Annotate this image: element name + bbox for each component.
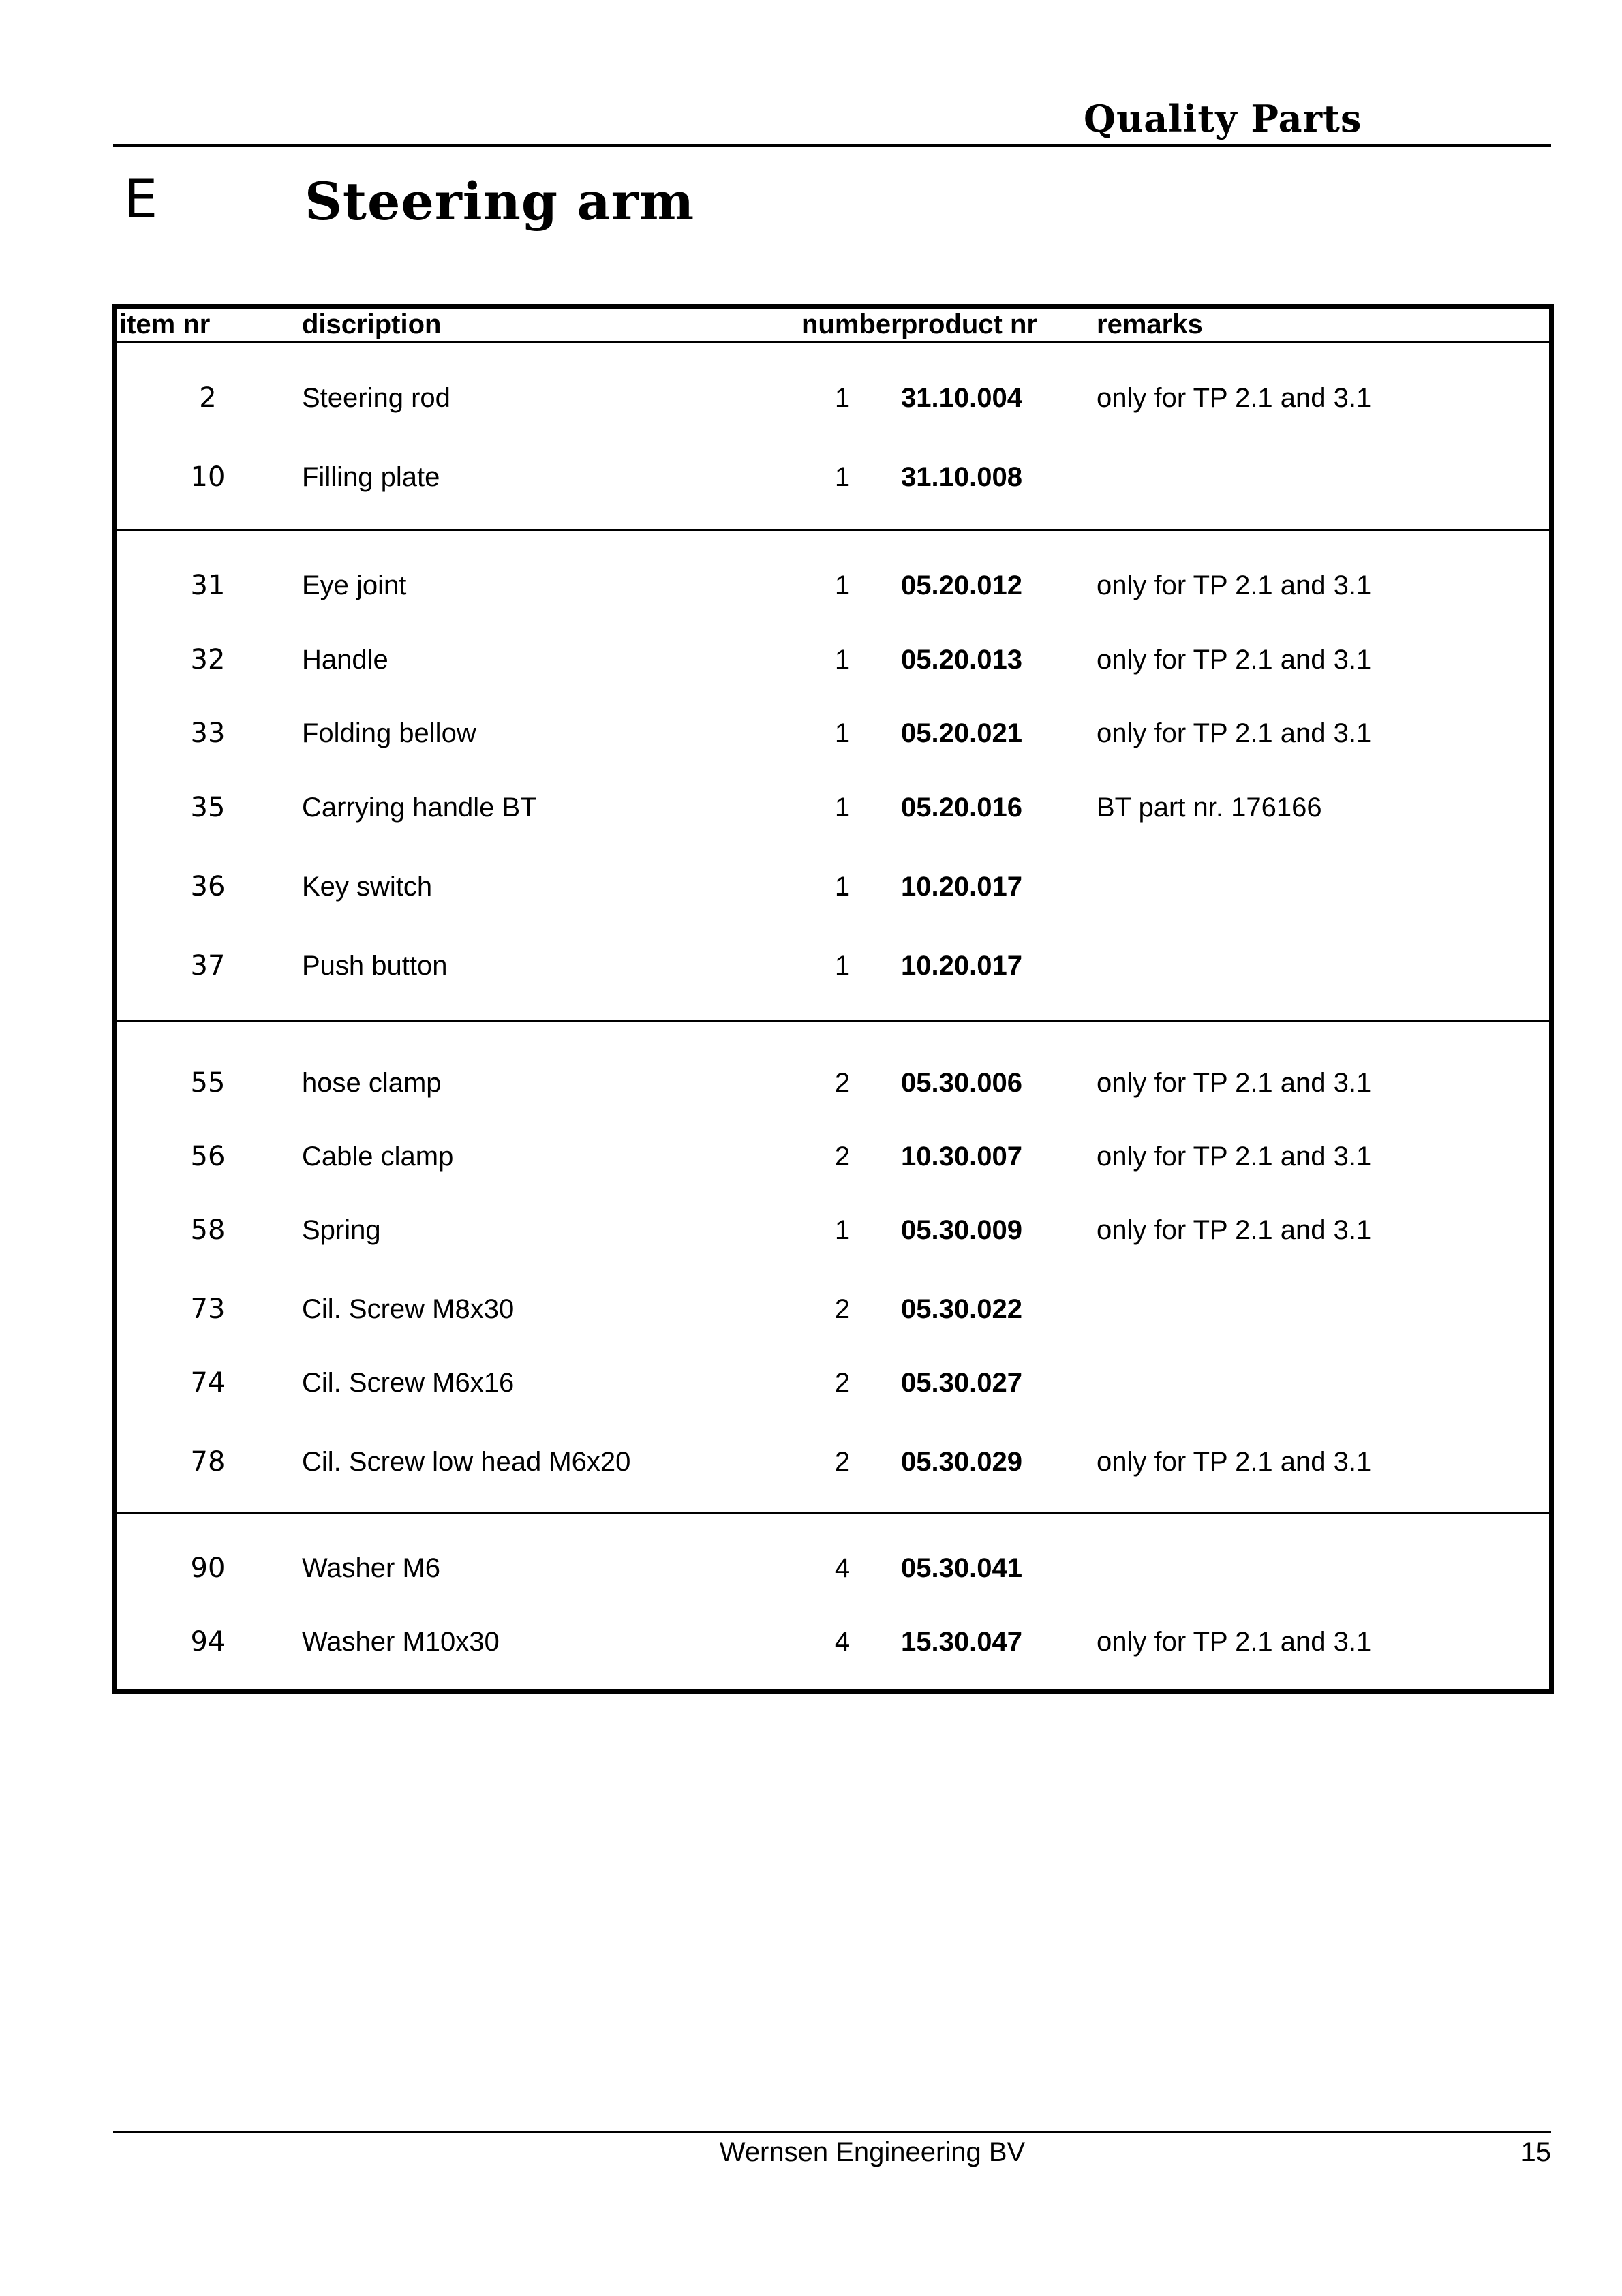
cell-item-nr: 37 — [190, 950, 226, 981]
group-divider — [117, 1512, 1549, 1514]
cell-product-nr: 05.20.016 — [901, 793, 1022, 823]
column-header-number: number — [801, 309, 902, 339]
cell-remarks: only for TP 2.1 and 3.1 — [1097, 645, 1372, 675]
cell-description: Spring — [302, 1215, 381, 1245]
cell-number: 1 — [834, 570, 851, 600]
cell-product-nr: 05.20.012 — [901, 570, 1022, 600]
cell-description: Washer M6 — [302, 1553, 441, 1583]
cell-number: 1 — [834, 383, 851, 413]
cell-product-nr: 05.20.021 — [901, 718, 1022, 748]
table-row — [117, 457, 1549, 498]
cell-number: 1 — [834, 951, 851, 981]
table-row — [117, 1362, 1549, 1403]
cell-number: 1 — [834, 462, 851, 492]
cell-description: Washer M10x30 — [302, 1627, 500, 1657]
cell-remarks: only for TP 2.1 and 3.1 — [1097, 1447, 1372, 1477]
cell-number: 1 — [834, 1215, 851, 1245]
cell-product-nr: 05.30.009 — [901, 1215, 1022, 1245]
cell-product-nr: 10.20.017 — [901, 872, 1022, 902]
cell-description: Eye joint — [302, 570, 407, 600]
cell-remarks: only for TP 2.1 and 3.1 — [1097, 1215, 1372, 1245]
brand-title: Quality Parts — [1084, 97, 1362, 140]
cell-number: 2 — [834, 1368, 851, 1398]
table-row — [117, 945, 1549, 986]
table-row — [117, 565, 1549, 606]
cell-number: 2 — [834, 1068, 851, 1098]
cell-item-nr: 73 — [190, 1294, 226, 1325]
cell-item-nr: 33 — [190, 718, 226, 749]
cell-item-nr: 78 — [190, 1446, 226, 1478]
cell-number: 2 — [834, 1142, 851, 1172]
cell-description: Filling plate — [302, 462, 440, 492]
cell-item-nr: 32 — [190, 644, 226, 675]
column-header-description: discription — [302, 309, 442, 339]
page-number: 15 — [1520, 2137, 1551, 2167]
cell-item-nr: 10 — [190, 461, 226, 493]
cell-remarks: BT part nr. 176166 — [1097, 793, 1322, 823]
group-divider — [117, 529, 1549, 531]
cell-number: 1 — [834, 718, 851, 748]
cell-item-nr: 94 — [190, 1626, 226, 1657]
cell-item-nr: 56 — [190, 1141, 226, 1172]
cell-description: Cil. Screw M8x30 — [302, 1294, 515, 1324]
table-row — [117, 1210, 1549, 1251]
cell-remarks: only for TP 2.1 and 3.1 — [1097, 383, 1372, 413]
cell-description: Cil. Screw M6x16 — [302, 1368, 515, 1398]
cell-number: 1 — [834, 872, 851, 902]
cell-product-nr: 10.30.007 — [901, 1142, 1022, 1172]
cell-description: Key switch — [302, 872, 433, 902]
table-row — [117, 639, 1549, 680]
table-row — [117, 1062, 1549, 1103]
column-header-item-nr: item nr — [119, 309, 211, 339]
table-row — [117, 1441, 1549, 1482]
cell-description: Cil. Screw low head M6x20 — [302, 1447, 631, 1477]
cell-description: Push button — [302, 951, 448, 981]
cell-item-nr: 36 — [190, 871, 226, 902]
cell-product-nr: 05.20.013 — [901, 645, 1022, 675]
footer-company: Wernsen Engineering BV — [719, 2137, 1026, 2167]
cell-product-nr: 31.10.004 — [901, 383, 1022, 413]
cell-description: Carrying handle BT — [302, 793, 537, 823]
cell-number: 4 — [834, 1553, 851, 1583]
cell-number: 1 — [834, 793, 851, 823]
table-row — [117, 1136, 1549, 1177]
cell-description: Steering rod — [302, 383, 450, 413]
cell-item-nr: 31 — [190, 570, 226, 601]
cell-product-nr: 05.30.041 — [901, 1553, 1022, 1583]
cell-number: 2 — [834, 1294, 851, 1324]
cell-description: Cable clamp — [302, 1142, 454, 1172]
cell-product-nr: 15.30.047 — [901, 1627, 1022, 1657]
cell-number: 2 — [834, 1447, 851, 1477]
table-row — [117, 1548, 1549, 1589]
cell-remarks: only for TP 2.1 and 3.1 — [1097, 718, 1372, 748]
cell-item-nr: 90 — [190, 1552, 226, 1584]
cell-number: 1 — [834, 645, 851, 675]
cell-description: Handle — [302, 645, 388, 675]
table-row — [117, 866, 1549, 907]
table-header — [117, 309, 1549, 343]
cell-product-nr: 10.20.017 — [901, 951, 1022, 981]
cell-number: 4 — [834, 1627, 851, 1657]
table-row — [117, 713, 1549, 754]
table-row — [117, 1289, 1549, 1330]
table-row — [117, 378, 1549, 418]
cell-product-nr: 05.30.029 — [901, 1447, 1022, 1477]
cell-item-nr: 58 — [190, 1214, 226, 1246]
table-row — [117, 1621, 1549, 1662]
group-divider — [117, 1020, 1549, 1022]
section-letter: E — [124, 169, 158, 230]
cell-item-nr: 74 — [190, 1367, 226, 1398]
header-rule — [113, 144, 1551, 147]
cell-product-nr: 31.10.008 — [901, 462, 1022, 492]
cell-remarks: only for TP 2.1 and 3.1 — [1097, 1627, 1372, 1657]
column-header-remarks: remarks — [1097, 309, 1203, 339]
cell-product-nr: 05.30.006 — [901, 1068, 1022, 1098]
cell-remarks: only for TP 2.1 and 3.1 — [1097, 1142, 1372, 1172]
column-header-product-nr: product nr — [901, 309, 1037, 339]
page-title: Steering arm — [305, 171, 695, 232]
cell-description: Folding bellow — [302, 718, 476, 748]
cell-remarks: only for TP 2.1 and 3.1 — [1097, 1068, 1372, 1098]
table-row — [117, 787, 1549, 828]
cell-description: hose clamp — [302, 1068, 442, 1098]
cell-remarks: only for TP 2.1 and 3.1 — [1097, 570, 1372, 600]
cell-product-nr: 05.30.022 — [901, 1294, 1022, 1324]
cell-item-nr: 35 — [190, 792, 226, 823]
cell-product-nr: 05.30.027 — [901, 1368, 1022, 1398]
parts-table — [112, 304, 1554, 1694]
cell-item-nr: 55 — [190, 1067, 226, 1099]
cell-item-nr: 2 — [199, 382, 217, 414]
